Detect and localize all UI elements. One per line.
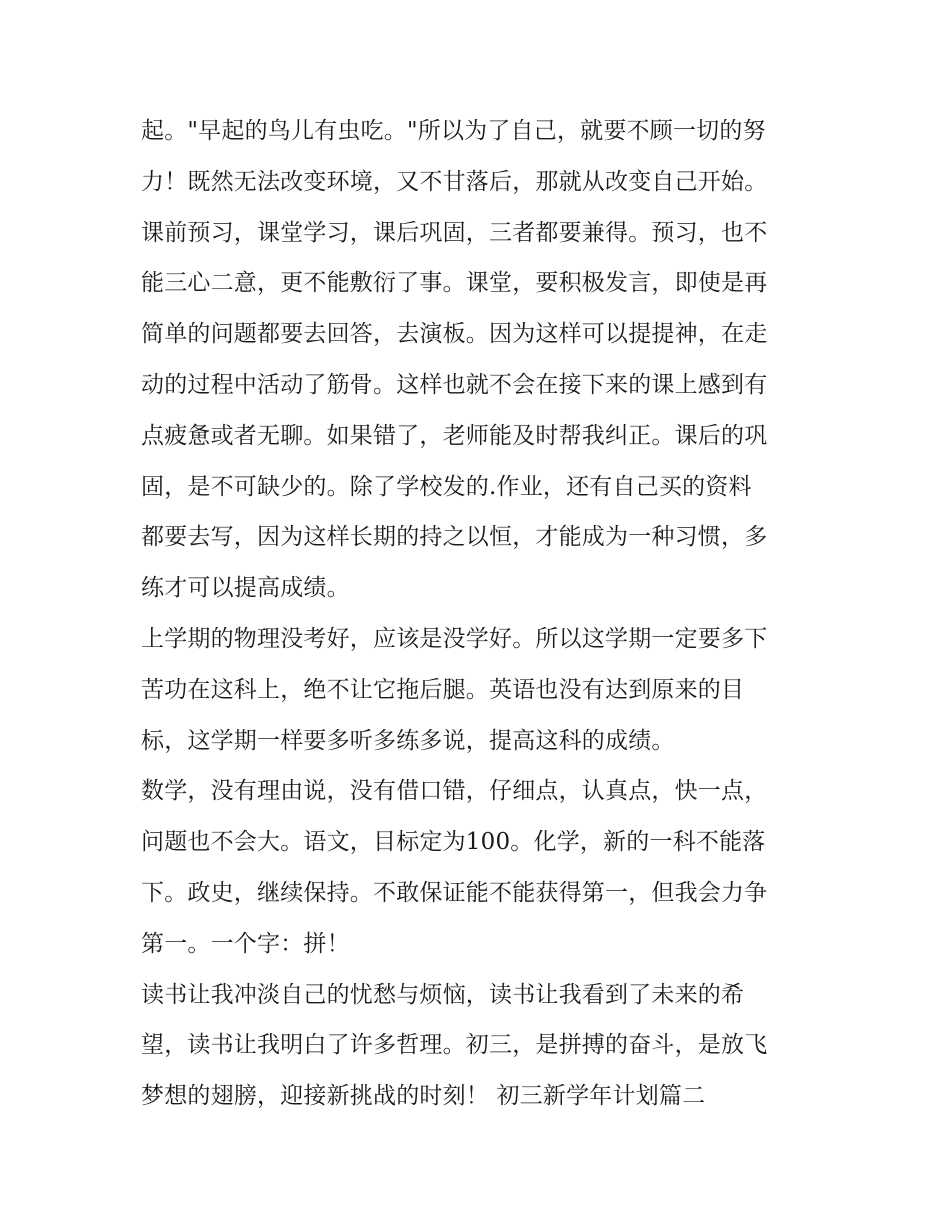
text-line: 梦想的翅膀，迎接新挑战的时刻！ 初三新学年计划篇二 bbox=[141, 1083, 706, 1110]
text-line: 起。"早起的鸟儿有虫吃。"所以为了自己，就要不顾一切的努 bbox=[141, 118, 766, 144]
text-line: 苦功在这科上，绝不让它拖后腿。英语也没有达到原来的目 bbox=[141, 676, 745, 703]
text-line: 数学，没有理由说，没有借口错，仔细点，认真点，快一点， bbox=[141, 778, 768, 805]
text-line: 力！既然无法改变环境，又不甘落后，那就从改变自己开始。 bbox=[141, 168, 768, 195]
text-line: 标，这学期一样要多听多练多说，提高这科的成绩。 bbox=[141, 727, 675, 754]
text-line: 课前预习，课堂学习，课后巩固，三者都要兼得。预习，也不 bbox=[141, 219, 768, 246]
text-line: 能三心二意，更不能敷衍了事。课堂，要积极发言，即使是再 bbox=[141, 270, 768, 297]
body-text bbox=[141, 106, 821, 1122]
text-line: 第一。一个字：拼！ bbox=[141, 930, 350, 957]
text-line: 动的过程中活动了筋骨。这样也就不会在接下来的课上感到有 bbox=[141, 371, 768, 398]
text-line: 下。政史，继续保持。不敢保证能不能获得第一，但我会力争 bbox=[141, 879, 768, 906]
text-line: 都要去写，因为这样长期的持之以恒，才能成为一种习惯，多 bbox=[141, 524, 768, 551]
text-line: 上学期的物理没考好，应该是没学好。所以这学期一定要多下 bbox=[141, 625, 768, 652]
text-line: 望，读书让我明白了许多哲理。初三，是拼搏的奋斗，是放飞 bbox=[141, 1032, 768, 1059]
text-line: 简单的问题都要去回答，去演板。因为这样可以提提神，在走 bbox=[141, 321, 768, 348]
text-line: 固，是不可缺少的。除了学校发的.作业，还有自己买的资料 bbox=[141, 473, 752, 500]
text-line: 练才可以提高成绩。 bbox=[141, 575, 350, 602]
text-line: 点疲惫或者无聊。如果错了，老师能及时帮我纠正。课后的巩 bbox=[141, 422, 768, 449]
text-line: 问题也不会大。语文，目标定为100。化学，新的一科不能落 bbox=[141, 829, 766, 856]
text-line: 读书让我冲淡自己的忧愁与烦恼，读书让我看到了未来的希 bbox=[141, 981, 745, 1008]
